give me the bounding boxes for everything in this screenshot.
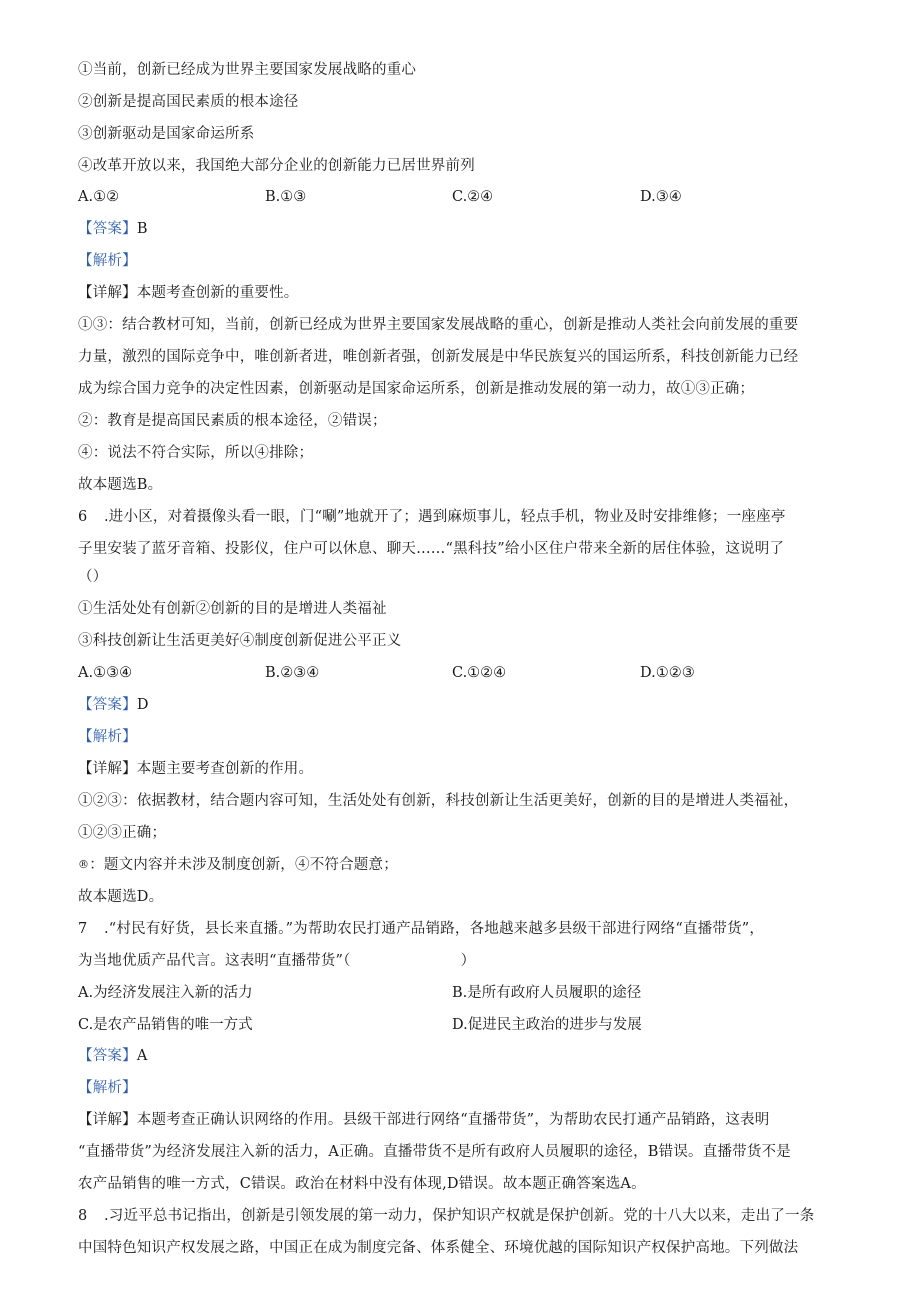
q6-stem-2: 子里安装了蓝牙音箱、投影仪，住户可以休息、聊天……“黑科技”给小区住户带来全新的居住体验，这说明了 bbox=[78, 541, 785, 557]
answer-value: D bbox=[136, 697, 149, 713]
q5-option-a: A.①② bbox=[78, 189, 120, 205]
q6-stem-1: 6 .进小区，对着摄像头看一眼，门“唰”地就开了；遇到麻烦事儿，轻点手机，物业及时安排维修；一座座亭 bbox=[78, 509, 786, 525]
q6-analysis-tag: 【解析】 bbox=[78, 729, 137, 745]
q7-explanation-2: “直播带货”为经济发展注入新的活力，A正确。直播带货不是所有政府人员履职的途径，B错误。直播带货不是 bbox=[78, 1144, 791, 1160]
q6-explanation-3: ®：题文内容并未涉及制度创新，④不符合题意； bbox=[78, 857, 398, 873]
q5-explanation-5: ④：说法不符合实际，所以④排除； bbox=[78, 445, 314, 461]
answer-tag: 【答案】 bbox=[78, 1048, 137, 1064]
q5-answer bbox=[78, 219, 848, 239]
q5-detail: 【详解】本题考查创新的重要性。 bbox=[78, 285, 299, 301]
answer-value: B bbox=[136, 221, 148, 237]
q5-explanation-3: 成为综合国力竞争的决定性因素，创新驱动是国家命运所系，创新是推动发展的第一动力，故①③正确； bbox=[78, 381, 755, 397]
q5-explanation-4: ②：教育是提高国民素质的根本途径，②错误； bbox=[78, 413, 387, 429]
q7-explanation-1: 【详解】本题考查正确认识网络的作用。县级干部进行网络“直播带货”，为帮助农民打通产品销路，这表明 bbox=[78, 1112, 770, 1128]
q6-option-c: C.①②④ bbox=[452, 665, 507, 681]
q6-stem-3: （） bbox=[78, 569, 108, 585]
q5-explanation-2: 力量，激烈的国际竞争中，唯创新者进，唯创新者强，创新发展是中华民族复兴的国运所系，科技创新能力已经 bbox=[78, 349, 799, 365]
q7-option-a: A.为经济发展注入新的活力 bbox=[78, 985, 253, 1001]
q6-explanation-2: ①②③正确； bbox=[78, 825, 167, 841]
q6-number: 6 bbox=[78, 509, 88, 525]
answer-tag: 【答案】 bbox=[78, 697, 137, 713]
q5-option-c: C.②④ bbox=[452, 189, 494, 205]
q8-stem-1: 8 .习近平总书记指出，创新是引领发展的第一动力，保护知识产权就是保护创新。党的十八大以来，走出了一条 bbox=[78, 1208, 815, 1224]
q8-stem-2: 中国特色知识产权发展之路，中国正在成为制度完备、体系健全、环境优越的国际知识产权保护高地。下列做法 bbox=[78, 1240, 799, 1256]
q7-explanation-3: 农产品销售的唯一方式，C错误。政治在材料中没有体现,D错误。故本题正确答案选A。 bbox=[78, 1176, 646, 1192]
q6-explanation-4: 故本题选D。 bbox=[78, 889, 164, 905]
answer-tag: 【答案】 bbox=[78, 221, 137, 237]
q6-answer bbox=[78, 695, 848, 715]
q7-answer bbox=[78, 1046, 848, 1066]
q5-item-4: ④改革开放以来，我国绝大部分企业的创新能力已居世界前列 bbox=[78, 158, 475, 174]
q8-number: 8 bbox=[78, 1208, 88, 1224]
q5-option-b: B.①③ bbox=[265, 189, 307, 205]
q6-option-b: B.②③④ bbox=[265, 665, 320, 681]
q5-analysis-tag: 【解析】 bbox=[78, 253, 137, 269]
q7-option-c: C.是农产品销售的唯一方式 bbox=[78, 1017, 253, 1033]
q6-option-a: A.①③④ bbox=[78, 665, 133, 681]
q6-item-2: ③科技创新让生活更美好④制度创新促进公平正义 bbox=[78, 633, 402, 649]
q7-analysis-tag: 【解析】 bbox=[78, 1080, 137, 1096]
registered-mark: ® bbox=[78, 858, 90, 871]
q6-detail: 【详解】本题主要考查创新的作用。 bbox=[78, 761, 314, 777]
q6-item-1: ①生活处处有创新②创新的目的是增进人类福祉 bbox=[78, 601, 387, 617]
q7-stem-1: 7 .“村民有好货，县长来直播。”为帮助农民打通产品销路，各地越来越多县级干部进行网络“直播带货”， bbox=[78, 921, 765, 937]
q7-option-b: B.是所有政府人员履职的途径 bbox=[452, 985, 642, 1001]
q5-option-d: D.③④ bbox=[640, 189, 682, 205]
q5-item-3: ③创新驱动是国家命运所系 bbox=[78, 126, 255, 142]
q5-explanation-6: 故本题选B。 bbox=[78, 477, 163, 493]
q6-option-d: D.①②③ bbox=[640, 665, 695, 681]
q5-explanation-1: ①③：结合教材可知，当前，创新已经成为世界主要国家发展战略的重心，创新是推动人类社会向前发展的重要 bbox=[78, 317, 799, 333]
q5-item-1: ①当前，创新已经成为世界主要国家发展战略的重心 bbox=[78, 62, 417, 78]
q7-number: 7 bbox=[78, 921, 88, 937]
q7-option-d: D.促进民主政治的进步与发展 bbox=[452, 1017, 642, 1033]
q7-stem-2: 为当地优质产品代言。这表明“直播带货”（ ） bbox=[78, 953, 476, 969]
q5-item-2: ②创新是提高国民素质的根本途径 bbox=[78, 94, 299, 110]
q6-explanation-1: ①②③：依据教材，结合题内容可知，生活处处有创新，科技创新让生活更美好，创新的目的是增进人类福祉， bbox=[78, 793, 799, 809]
answer-value: A bbox=[136, 1048, 148, 1064]
